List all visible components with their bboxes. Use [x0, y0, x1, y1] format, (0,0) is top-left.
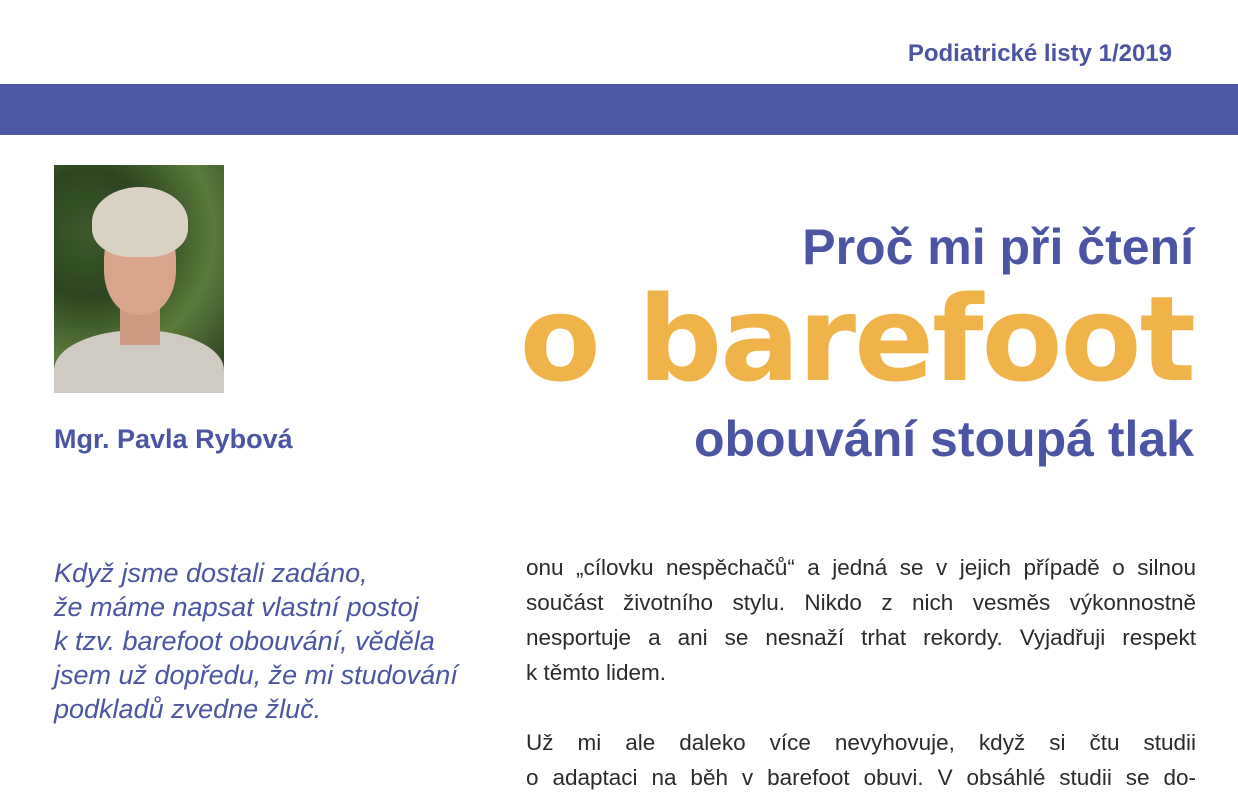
header-band: [0, 84, 1238, 135]
body-line: Už mi ale daleko více nevyhovuje, když si čtu studii: [526, 730, 1196, 755]
title-line-2: o barefoot: [519, 270, 1194, 408]
body-line: o adaptaci na běh v barefoot obuvi. V obsáhlé studii se do-: [526, 765, 1196, 790]
title-line-3: obouvání stoupá tlak: [693, 411, 1194, 467]
journal-issue: Podiatrické listy 1/2019: [907, 40, 1172, 67]
lead-line: Když jsme dostali zadáno,: [54, 558, 368, 588]
body-line: nesportuje a ani se nesnaží trhat rekordy. Vyjadřuji respekt: [526, 625, 1196, 650]
lead-line: podkladů zvedne žluč.: [54, 694, 322, 724]
lead-paragraph: [54, 556, 458, 726]
body-line: součást životního stylu. Nikdo z nich vesměs výkonnostně: [526, 590, 1196, 615]
author-photo: [54, 165, 224, 393]
author-name: Mgr. Pavla Rybová: [54, 424, 293, 454]
title-line-1: Proč mi při čtení: [802, 219, 1194, 275]
lead-line: k tzv. barefoot obouvání, věděla: [54, 626, 435, 656]
body-column: [526, 550, 1196, 795]
body-line: k těmto lidem.: [526, 660, 667, 685]
body-line: onu „cílovku nespěchačů“ a jedná se v jejich případě o silnou: [526, 555, 1196, 580]
lead-line: že máme napsat vlastní postoj: [54, 592, 419, 622]
lead-line: jsem už dopředu, že mi studování: [54, 660, 458, 690]
